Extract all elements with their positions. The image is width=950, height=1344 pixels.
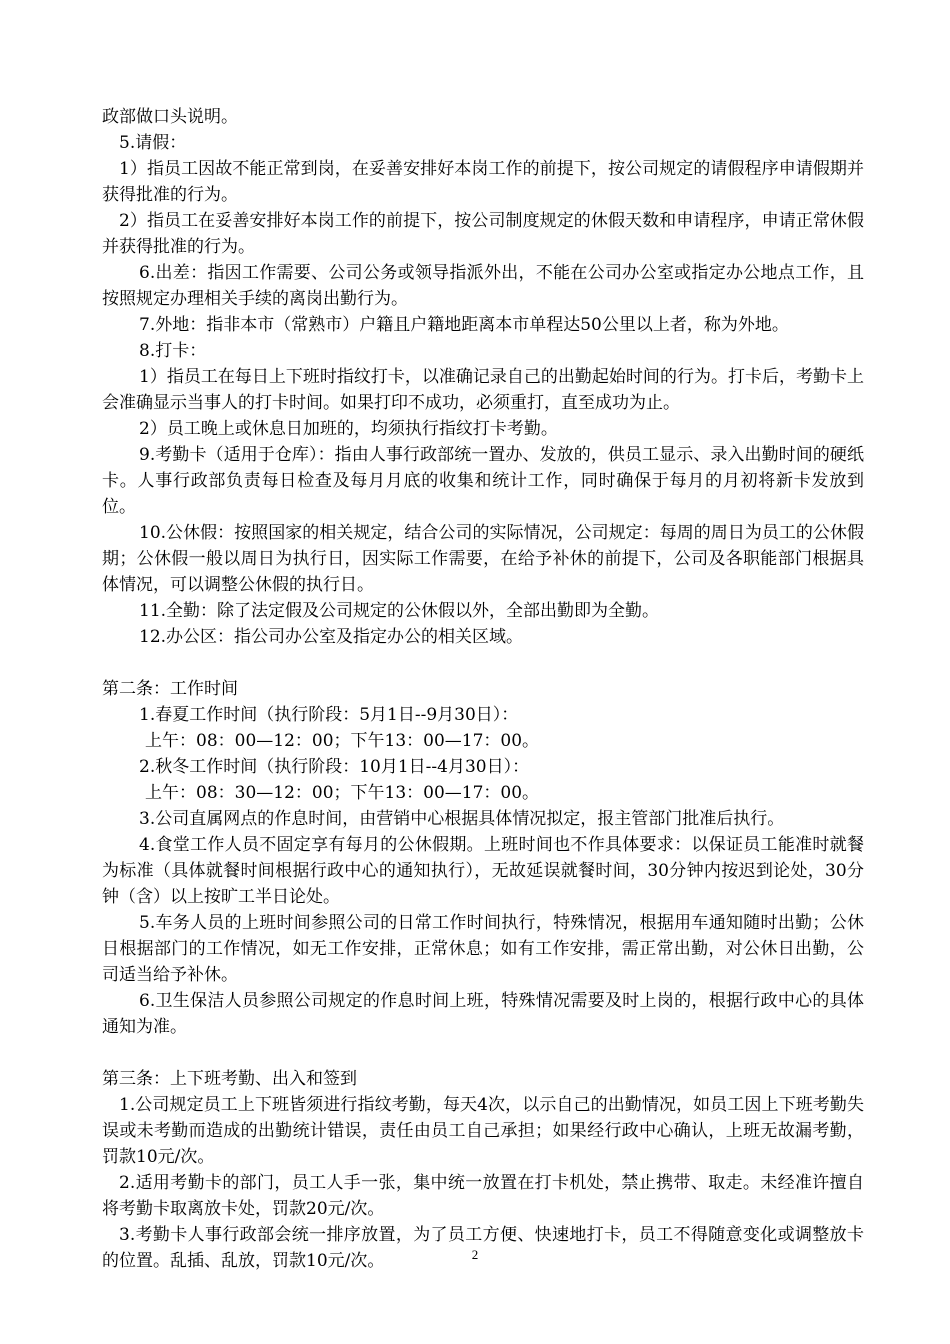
section-3-item-3: 3.考勤卡人事行政部会统一排序放置，为了员工方便、快速地打卡，员工不得随意变化或调整放卡的位置。乱插、乱放，罚款10元/次。 [102, 1225, 864, 1271]
section-3-item-2: 2.适用考勤卡的部门，员工人手一张，集中统一放置在打卡机处，禁止携带、取走。未经准许擅自将考勤卡取离放卡处，罚款20元/次。 [102, 1173, 864, 1219]
item-5-2: 2）指员工在妥善安排好本岗工作的前提下，按公司制度规定的休假天数和申请程序，申请正常休假并获得批准的行为。 [102, 211, 864, 257]
item-8-2: 2）员工晚上或休息日加班的，均须执行指纹打卡考勤。 [139, 419, 558, 439]
section-3-item-1: 1.公司规定员工上下班皆须进行指纹考勤，每天4次，以示自己的出勤情况，如员工因上下班考勤失误或未考勤而造成的出勤统计错误，责任由员工自己承担；如果经行政中心确认，上班无故漏考勤，罚款10元/次。 [102, 1095, 864, 1167]
section-2-item-2: 2.秋冬工作时间（执行阶段：10月1日--4月30日）： [139, 757, 530, 777]
section-2-item-5: 5.车务人员的上班时间参照公司的日常工作时间执行，特殊情况，根据用车通知随时出勤；公休日根据部门的工作情况，如无工作安排，正常休息；如有工作安排，需正常出勤，对公休日出勤，公司适当给予补休。 [102, 913, 864, 985]
section-2-item-1: 1.春夏工作时间（执行阶段：5月1日--9月30日）： [139, 705, 519, 725]
page-number: 2 [471, 1247, 479, 1262]
section-2-item-1-times: 上午：08：00—12：00；下午13：00—17：00。 [145, 731, 540, 751]
item-9-attendance-card: 9.考勤卡（适用于仓库）：指由人事行政部统一置办、发放的，供员工显示、录入出勤时间的硬纸卡。人事行政部负责每日检查及每月月底的收集和统计工作，同时确保于每月的月初将新卡发放到位。 [102, 445, 864, 517]
spacer [102, 650, 864, 676]
item-5-1: 1）指员工因故不能正常到岗，在妥善安排好本岗工作的前提下，按公司规定的请假程序申请假期并获得批准的行为。 [102, 159, 864, 205]
item-12-office-area: 12.办公区：指公司办公室及指定办公的相关区域。 [139, 627, 524, 647]
item-6-business-trip: 6.出差：指因工作需要、公司公务或领导指派外出，不能在公司办公室或指定办公地点工作，且按照规定办理相关手续的离岗出勤行为。 [102, 263, 864, 309]
item-5-leave: 5.请假： [119, 133, 187, 153]
document-body [102, 104, 864, 1274]
section-2-title: 第二条：工作时间 [102, 679, 238, 699]
section-2-item-3: 3.公司直属网点的作息时间，由营销中心根据具体情况拟定，报主管部门批准后执行。 [139, 809, 785, 829]
item-7-nonlocal: 7.外地：指非本市（常熟市）户籍且户籍地距离本市单程达50公里以上者，称为外地。 [139, 315, 789, 335]
item-8-clock-in: 8.打卡： [139, 341, 207, 361]
item-11-full-attendance: 11.全勤：除了法定假及公司规定的公休假以外，全部出勤即为全勤。 [139, 601, 660, 621]
spacer [102, 1040, 864, 1066]
paragraph-continuation: 政部做口头说明。 [102, 107, 238, 127]
section-2-item-6: 6.卫生保洁人员参照公司规定的作息时间上班，特殊情况需要及时上岗的，根据行政中心的具体通知为准。 [102, 991, 864, 1037]
section-2-item-4: 4.食堂工作人员不固定享有每月的公休假期。上班时间也不作具体要求：以保证员工能准时就餐为标准（具体就餐时间根据行政中心的通知执行），无故延误就餐时间，30分钟内按迟到论处，30分钟（含）以上按旷工半日论处。 [102, 835, 864, 907]
item-10-public-holiday: 10.公休假：按照国家的相关规定，结合公司的实际情况，公司规定：每周的周日为员工的公休假期；公休假一般以周日为执行日，因实际工作需要，在给予补休的前提下，公司及各职能部门根据具体情况，可以调整公休假的执行日。 [102, 523, 864, 595]
section-3-title: 第三条：上下班考勤、出入和签到 [102, 1069, 357, 1089]
item-8-1: 1）指员工在每日上下班时指纹打卡，以准确记录自己的出勤起始时间的行为。打卡后，考勤卡上会准确显示当事人的打卡时间。如果打印不成功，必须重打，直至成功为止。 [102, 367, 864, 413]
section-2-item-2-times: 上午：08：30—12：00；下午13：00—17：00。 [145, 783, 540, 803]
